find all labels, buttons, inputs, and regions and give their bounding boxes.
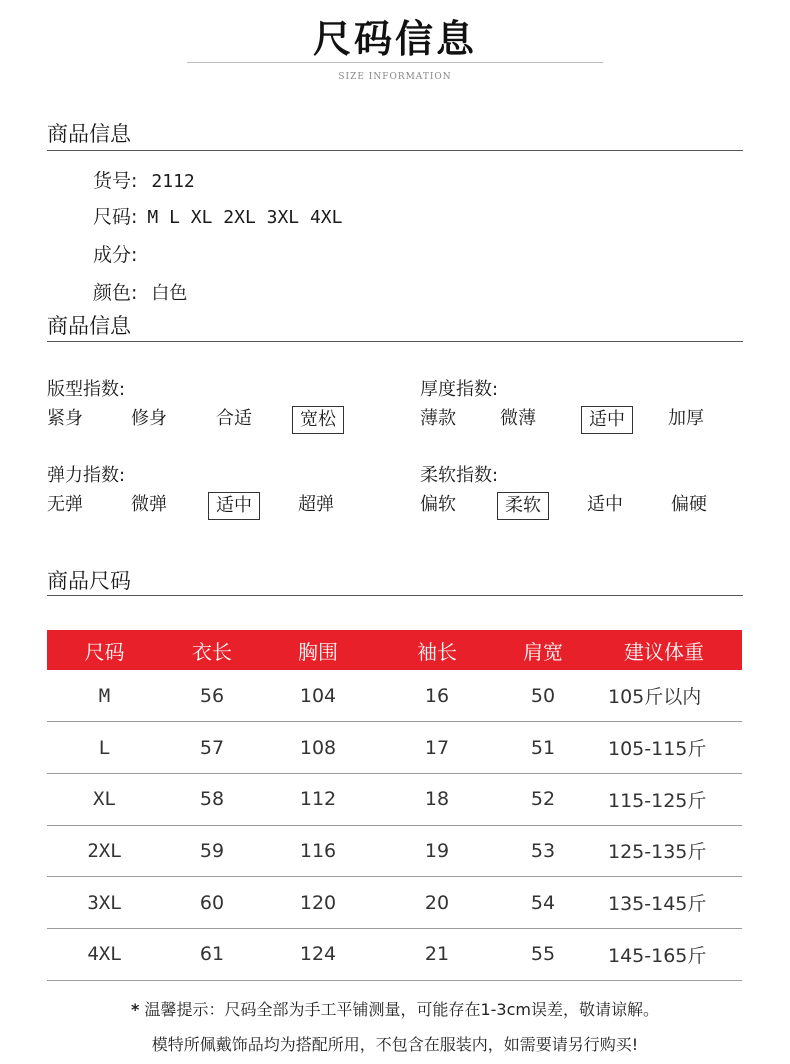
table-cell: 56 [162, 670, 262, 722]
fit-option: 紧身 [47, 408, 83, 429]
table-row [47, 773, 742, 825]
table-cell: 116 [262, 825, 374, 877]
note-text: 温馨提示：尺码全部为手工平铺测量，可能存在1-3cm误差，敬请谅解。 [144, 1000, 659, 1019]
table-cell: 104 [262, 670, 374, 722]
table-cell: 4XL [47, 928, 162, 980]
color-value: 白色 [151, 283, 188, 304]
indices-title: 商品信息 [47, 314, 131, 338]
thickness-option: 微薄 [500, 408, 536, 429]
thickness-index-label: 厚度指数: [420, 379, 499, 400]
table-cell: 57 [162, 722, 262, 774]
table-cell: 53 [500, 825, 586, 877]
elasticity-option: 微弹 [131, 494, 167, 515]
sizes-row [93, 202, 342, 229]
fit-option: 修身 [131, 408, 167, 429]
fit-index-label: 版型指数: [47, 379, 126, 400]
size-chart-title: 商品尺码 [47, 569, 131, 593]
table-cell: 105斤以内 [586, 670, 742, 722]
table-cell: 135-145斤 [586, 877, 742, 929]
product-info-title: 商品信息 [47, 122, 131, 146]
page-title: 尺码信息 [312, 17, 477, 61]
color-label: 颜色: [93, 282, 138, 304]
section-divider [47, 595, 743, 596]
material-label: 成分: [93, 244, 138, 266]
item-number-label: 货号: [93, 170, 138, 192]
table-cell: 51 [500, 722, 586, 774]
elasticity-option-selected: 适中 [208, 492, 260, 520]
item-number-value: 2112 [151, 171, 195, 192]
column-header: 建议体重 [586, 630, 742, 670]
table-cell: 2XL [47, 825, 162, 877]
elasticity-option: 超弹 [298, 494, 334, 515]
table-cell: 18 [374, 773, 500, 825]
page-subtitle: SIZE INFORMATION [338, 72, 452, 82]
softness-option: 适中 [587, 494, 623, 515]
table-row [47, 670, 742, 722]
table-cell: 59 [162, 825, 262, 877]
table-cell: 19 [374, 825, 500, 877]
table-cell: 3XL [47, 877, 162, 929]
softness-option-selected: 柔软 [497, 492, 549, 520]
table-row [47, 825, 742, 877]
section-divider [47, 341, 743, 342]
color-row [93, 278, 187, 305]
table-cell: 55 [500, 928, 586, 980]
table-cell: 112 [262, 773, 374, 825]
sizes-value: M L XL 2XL 3XL 4XL [147, 207, 343, 228]
elasticity-index-label: 弹力指数: [47, 465, 126, 486]
table-cell: M [47, 670, 162, 722]
column-header: 尺码 [47, 630, 162, 670]
column-header: 肩宽 [500, 630, 586, 670]
sizes-label: 尺码: [93, 206, 138, 228]
table-row [47, 928, 742, 980]
table-cell: 16 [374, 670, 500, 722]
item-number-row [93, 166, 195, 193]
table-cell: 54 [500, 877, 586, 929]
table-cell: 60 [162, 877, 262, 929]
table-cell: 50 [500, 670, 586, 722]
table-cell: XL [47, 773, 162, 825]
table-cell: 17 [374, 722, 500, 774]
table-row [47, 877, 742, 929]
table-cell: 61 [162, 928, 262, 980]
column-header: 衣长 [162, 630, 262, 670]
table-cell: 125-135斤 [586, 825, 742, 877]
fit-option: 合适 [216, 408, 252, 429]
table-row [47, 722, 742, 774]
column-header: 袖长 [374, 630, 500, 670]
thickness-option-selected: 适中 [581, 406, 633, 434]
table-header-row [47, 630, 742, 670]
elasticity-option: 无弹 [47, 494, 83, 515]
thickness-option: 薄款 [420, 408, 456, 429]
note-line-1 [0, 997, 790, 1020]
table-cell: 108 [262, 722, 374, 774]
softness-option: 偏软 [420, 494, 456, 515]
size-table [47, 630, 742, 981]
table-cell: 21 [374, 928, 500, 980]
table-cell: 20 [374, 877, 500, 929]
note-star: * [131, 1000, 140, 1019]
material-row [93, 240, 151, 267]
table-cell: L [47, 722, 162, 774]
section-divider [47, 150, 743, 151]
title-divider [187, 62, 603, 63]
table-cell: 52 [500, 773, 586, 825]
table-cell: 58 [162, 773, 262, 825]
fit-option-selected: 宽松 [292, 406, 344, 434]
table-cell: 124 [262, 928, 374, 980]
table-cell: 115-125斤 [586, 773, 742, 825]
column-header: 胸围 [262, 630, 374, 670]
softness-option: 偏硬 [671, 494, 707, 515]
table-cell: 145-165斤 [586, 928, 742, 980]
table-cell: 120 [262, 877, 374, 929]
note-line-2: 模特所佩戴饰品均为搭配所用，不包含在服装内，如需要请另行购买! [151, 1035, 639, 1054]
thickness-option: 加厚 [668, 408, 704, 429]
table-cell: 105-115斤 [586, 722, 742, 774]
softness-index-label: 柔软指数: [420, 465, 499, 486]
